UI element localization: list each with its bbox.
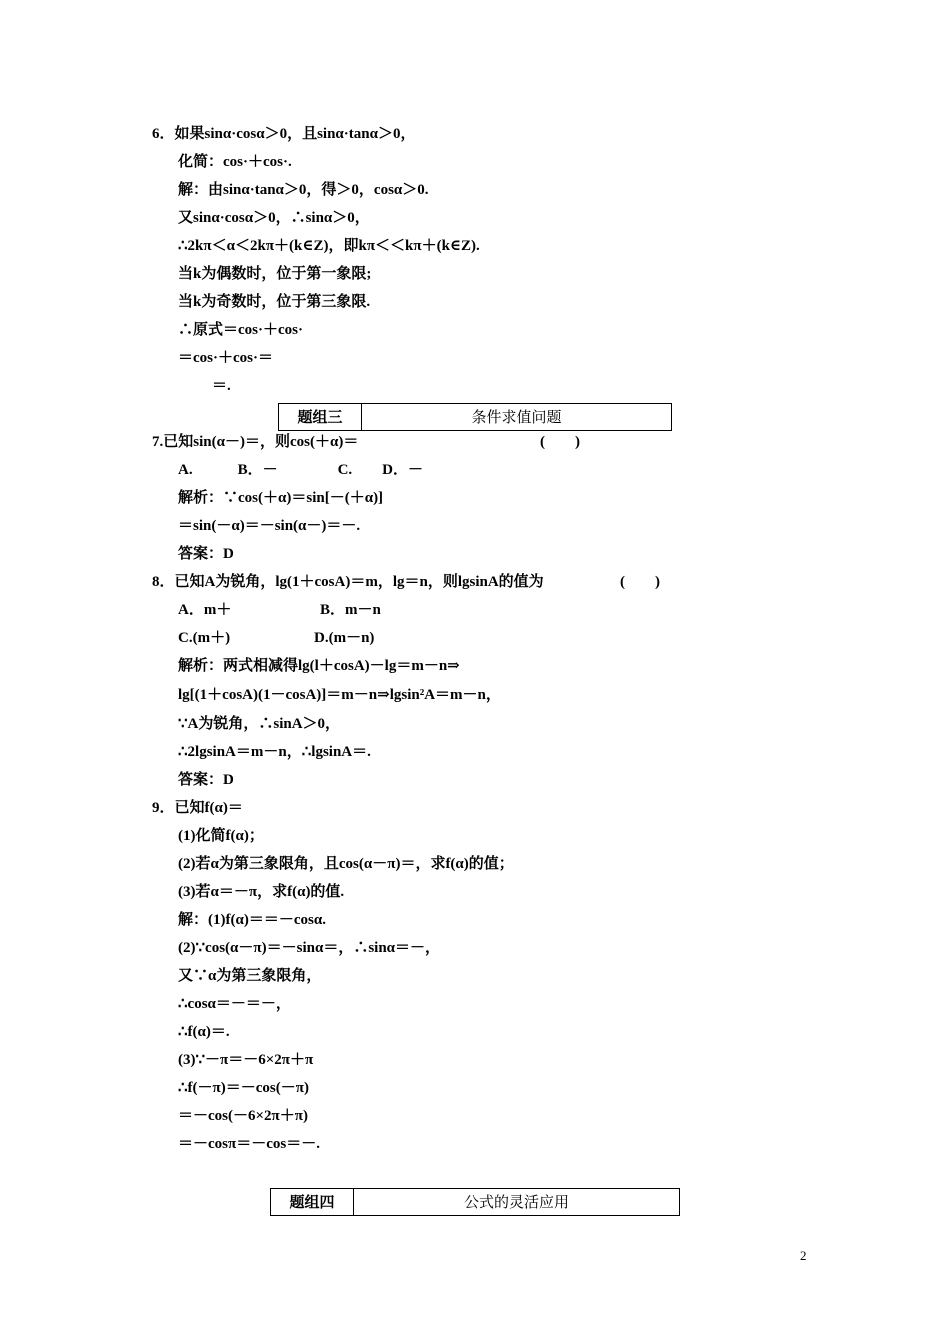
line-9-solution-2: (2)∵cos(α－π)＝－sinα＝，∴sinα＝－，	[178, 940, 441, 956]
line-9-solution-5: ∴f(α)＝.	[178, 1024, 230, 1040]
line-8-option-b: B．m－n	[320, 602, 381, 618]
line-6-solution-3: ∴2kπ＜α＜2kπ＋(k∈Z)，即kπ＜＜kπ＋(k∈Z).	[178, 238, 480, 254]
line-7-bracket: ( )	[540, 434, 580, 450]
line-9-part-3: (3)若α＝－π，求f(α)的值.	[178, 884, 345, 900]
line-9-solution-4: ∴cosα＝－＝－，	[178, 996, 291, 1012]
line-8-bracket: ( )	[620, 574, 660, 590]
line-6-solution-6: ∴原式＝cos·＋cos·	[178, 322, 303, 338]
line-9-question: 9．已知f(α)＝	[152, 800, 243, 816]
line-7-options: A. B．－ C. D．－	[178, 462, 424, 478]
line-7-analysis-1: 解析：∵cos(＋α)＝sin[－(＋α)]	[178, 490, 384, 506]
line-8-analysis-3: ∵A为锐角，∴sinA＞0，	[178, 716, 341, 732]
line-8-option-a: A．m＋	[178, 602, 232, 618]
line-8-answer: 答案：D	[178, 772, 234, 788]
line-7-question: 7.已知sin(α－)＝，则cos(＋α)＝	[152, 434, 359, 450]
line-8-option-d: D.(m－n)	[314, 630, 375, 646]
line-8-analysis-1: 解析：两式相减得lg(l＋cosA)－lg＝m－n⇒	[178, 658, 460, 674]
line-6-solution-5: 当k为奇数时，位于第三象限.	[178, 294, 371, 310]
line-9-solution-6: (3)∵－π＝－6×2π＋π	[178, 1052, 314, 1068]
line-9-solution-3: 又∵α为第三象限角，	[178, 968, 322, 984]
line-8-analysis-4: ∴2lgsinA＝m－n，∴lgsinA＝.	[178, 744, 371, 760]
line-9-solution-1: 解：(1)f(α)＝＝－cosα.	[178, 912, 326, 928]
table-group-4	[270, 1188, 680, 1216]
group-title: 条件求值问题	[471, 408, 562, 426]
line-8-analysis-2: lg[(1＋cosA)(1－cosA)]＝m－n⇒lgsin²A＝m－n，	[178, 687, 501, 703]
line-8-option-c: C.(m＋)	[178, 630, 231, 646]
group-title: 公式的灵活应用	[463, 1193, 569, 1211]
line-7-answer: 答案：D	[178, 546, 234, 562]
group-label: 题组四	[271, 1189, 354, 1215]
line-7-analysis-2: ＝sin(－α)＝－sin(α－)＝－.	[178, 518, 361, 534]
line-9-solution-7: ∴f(－π)＝－cos(－π)	[178, 1080, 309, 1096]
line-8-question: 8．已知A为锐角，lg(1＋cosA)＝m，lg＝n，则lgsinA的值为	[152, 574, 544, 590]
line-6-solution-2: 又sinα·cosα＞0，∴sinα＞0，	[178, 210, 370, 226]
line-6-solution-7: ＝cos·＋cos·＝	[178, 350, 273, 366]
line-9-part-2: (2)若α为第三象限角，且cos(α－π)＝，求f(α)的值；	[178, 856, 514, 872]
line-9-solution-9: ＝－cosπ＝－cos＝－.	[178, 1136, 320, 1152]
line-6-solution-1: 解：由sinα·tanα＞0，得＞0，cosα＞0.	[178, 182, 429, 198]
group-label: 题组三	[279, 404, 362, 430]
line-9-solution-8: ＝－cos(－6×2π＋π)	[178, 1108, 308, 1124]
line-6-solution-8: ＝.	[212, 378, 231, 394]
line-6-question: 6．如果sinα·cosα＞0，且sinα·tanα＞0，	[152, 126, 416, 142]
line-9-part-1: (1)化简f(α)；	[178, 828, 264, 844]
line-6-simplify: 化简：cos·＋cos·.	[178, 154, 292, 170]
line-6-solution-4: 当k为偶数时，位于第一象限;	[178, 266, 372, 282]
page-number: 2	[800, 1248, 807, 1263]
table-group-3	[278, 403, 672, 431]
